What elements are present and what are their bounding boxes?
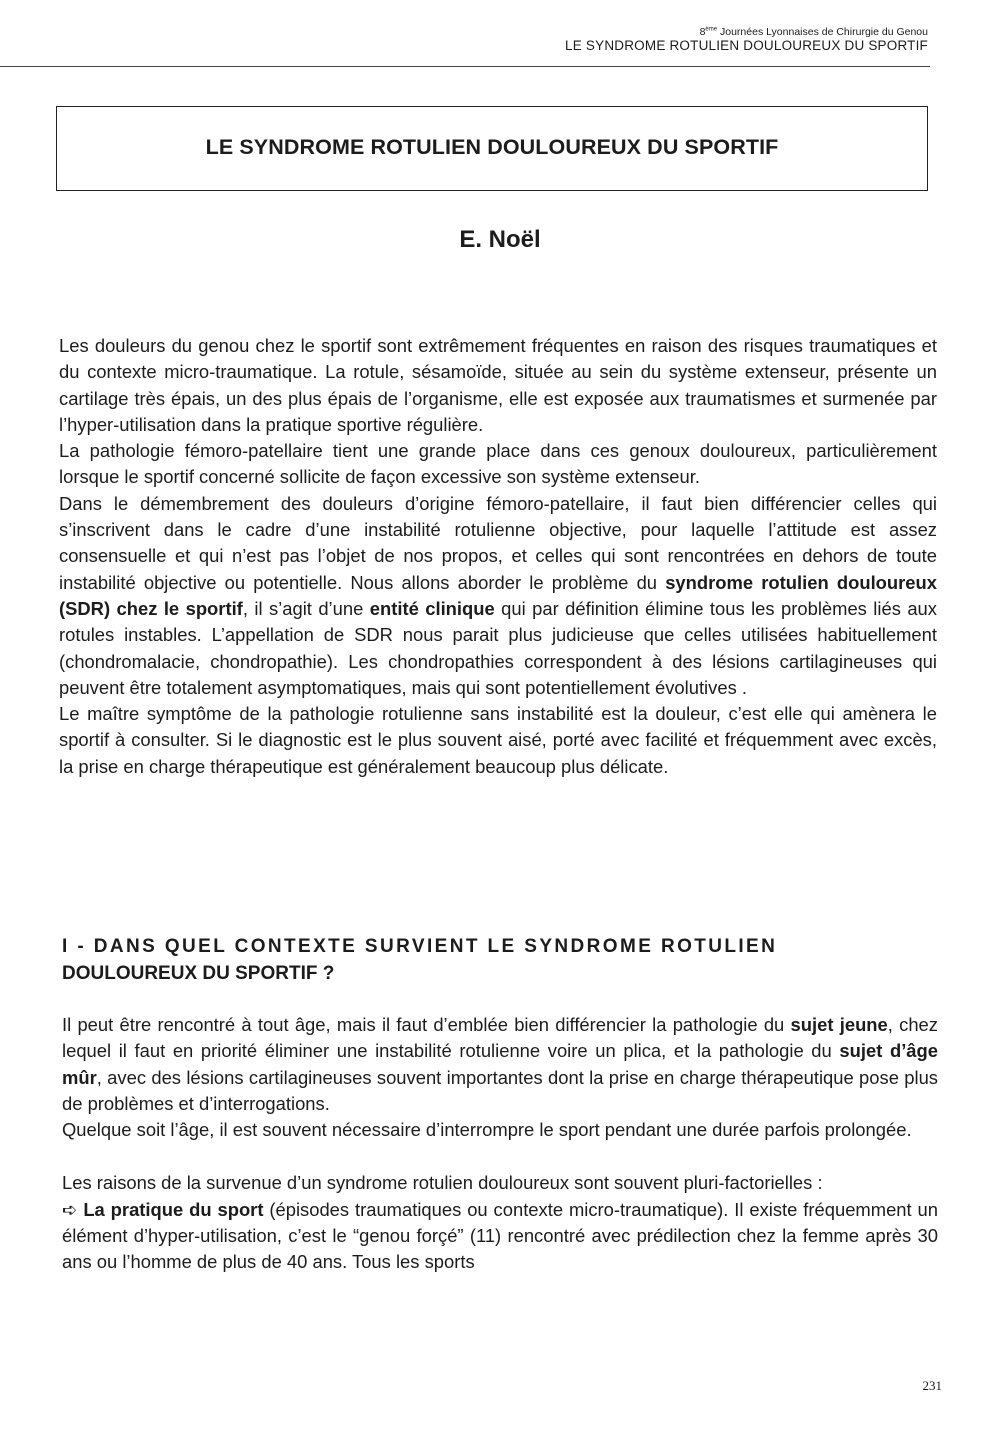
section-1-paragraph-1: Il peut être rencontré à tout âge, mais il faut d’emblée bien différencier la pathologie du sujet jeune, chez lequel il faut en priorité éliminer une instabilité rotulienne voire un plica, et la pathologie du sujet d’âge mûr, avec des lésions cartilagineuses souvent importantes dont la prise en charge thérapeutique pose plus de problèmes et d’interrogations. bbox=[62, 1014, 938, 1114]
section-1-paragraph-4: ➪ La pratique du sport (épisodes traumatiques ou contexte micro-traumatique). Il existe fréquemment un élément d’hyper-utilisation, c’est le “genou forçé” (11) rencontré avec prédilection chez la femme après 30 ans ou l’homme de plus de 40 ans. Tous les sports bbox=[62, 1198, 938, 1273]
emphasis-sujet-age-mur: sujet d’âge mûr bbox=[62, 1040, 938, 1088]
emphasis-sdr: syndrome rotulien douloureux (SDR) chez le sportif bbox=[59, 571, 937, 619]
section-1-heading-line-1: I - DANS QUEL CONTEXTE SURVIENT LE SYNDROME ROTULIEN bbox=[62, 936, 778, 957]
section-1-paragraph-2: Quelque soit l’âge, il est souvent nécessaire d’interrompre le sport pendant une durée parfois prolongée. bbox=[62, 1119, 912, 1141]
emphasis-entite: entité clinique bbox=[369, 597, 495, 619]
emphasis-pratique-sport: La pratique du sport bbox=[83, 1198, 264, 1220]
arrow-bullet-icon: ➪ bbox=[62, 1198, 78, 1220]
running-head-conference: 8ème Journées Lyonnaises de Chirurgie du Genou bbox=[699, 26, 928, 38]
page-number: 231 bbox=[922, 1378, 942, 1393]
section-1-heading-line-2: DOULOUREUX DU SPORTIF ? bbox=[62, 963, 335, 984]
intro-paragraph-3: Dans le démembrement des douleurs d’origine fémoro-patellaire, il faut bien différencier celles qui s’inscrivent dans le cadre d’une instabilité rotulienne objective, pour laquelle l’attitude est assez consensuelle et qui n’est pas l’objet de nos propos, et celles qui sont rencontrées en dehors de toute instabilité objective ou potentielle. Nous allons aborder le problème du syndrome rotulien douloureux (SDR) chez le sportif, il s’agit d’une entité clinique qui par définition élimine tous les problèmes liés aux rotules instables. L’appellation de SDR nous parait plus judicieuse que celles utilisées habituellement (chondromalacie, chondropathie). Les chondropathies correspondent à des lésions cartilagineuses qui peuvent être totalement asymptomatiques, mais qui sont potentiellement évolutives . bbox=[59, 492, 937, 698]
running-head-title: LE SYNDROME ROTULIEN DOULOUREUX DU SPORTIF bbox=[565, 38, 928, 54]
article-title: LE SYNDROME ROTULIEN DOULOUREUX DU SPORTIF bbox=[205, 135, 779, 159]
header-rule bbox=[0, 66, 930, 67]
author: E. Noël bbox=[459, 226, 541, 253]
emphasis-sujet-jeune: sujet jeune bbox=[790, 1014, 888, 1035]
intro-paragraph-4: Le maître symptôme de la pathologie rotulienne sans instabilité est la douleur, c’est elle qui amènera le sportif à consulter. Si le diagnostic est le plus souvent aisé, porté avec facilité et fréquemment avec excès, la prise en charge thérapeutique est généralement beaucoup plus délicate. bbox=[59, 703, 937, 777]
running-head bbox=[565, 26, 928, 54]
section-1-heading bbox=[62, 933, 938, 987]
intro-text bbox=[59, 333, 937, 780]
section-1-text bbox=[62, 1012, 938, 1276]
section-1-paragraph-3: Les raisons de la survenue d’un syndrome rotulien douloureux sont souvent pluri-factorielles : bbox=[62, 1172, 823, 1194]
title-box bbox=[56, 106, 928, 191]
intro-paragraph-2: La pathologie fémoro-patellaire tient une grande place dans ces genoux douloureux, particulièrement lorsque le sportif concerné sollicite de façon excessive son système extenseur. bbox=[59, 440, 937, 488]
intro-paragraph-1: Les douleurs du genou chez le sportif sont extrêmement fréquentes en raison des risques traumatiques et du contexte micro-traumatique. La rotule, sésamoïde, située au sein du système extenseur, présente un cartilage très épais, un des plus épais de l’organisme, elle est exposée aux traumatismes et surmenée par l’hyper-utilisation dans la pratique sportive régulière. bbox=[59, 335, 937, 435]
